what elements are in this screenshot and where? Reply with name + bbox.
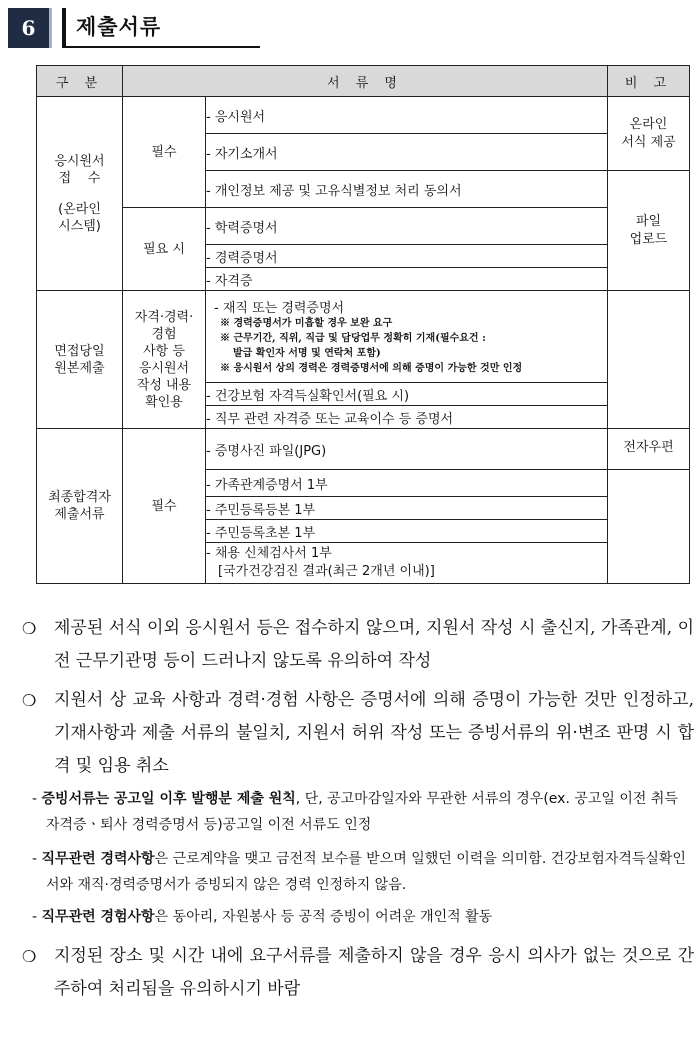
header-docs: 서 류 명 <box>123 66 608 97</box>
list-item: - 건강보험 자격득실확인서(필요 시) <box>206 383 608 406</box>
requirement-verification: 자격·경력· 경험 사항 등 응시원서 작성 내용 확인용 <box>123 291 206 429</box>
note-dash-1: - 증빙서류는 공고일 이후 발행분 제출 원칙, 단, 공고마감일자와 무관한 서류의 경우(ex. 공고일 이전 취득 자격증ㆍ퇴사 경력증명서 등)공고일 이전 서류도 인정 <box>32 791 678 833</box>
note-bullet-3: ❍ 지정된 장소 및 시간 내에 요구서류를 제출하지 않을 경우 응시 의사가 없는 것으로 간주하여 처리됨을 유의하시기 바람 <box>22 940 694 1006</box>
list-item: - 자격증 <box>206 268 608 291</box>
table-header-row <box>37 66 690 97</box>
list-item: - 증명사진 파일(JPG) <box>206 429 608 470</box>
documents-table <box>36 65 690 584</box>
list-item: - 직무 관련 자격증 또는 교육이수 등 증명서 <box>206 406 608 429</box>
section-title: 제출서류 <box>76 15 162 39</box>
header-note: 비 고 <box>608 66 690 97</box>
list-item: - 재직 또는 경력증명서 ※ 경력증명서가 미흡할 경우 보완 요구 ※ 근무기간, 직위, 직급 및 담당업무 정확히 기재(필수요건 : 발급 확인자 서명 및 연락처 포함) ※ 응시원서 상의 경력은 경력증명서에 의해 증명이 가능한 것만 인정 <box>206 291 608 383</box>
note-file-upload: 파일 업로드 <box>608 171 690 291</box>
requirement-if-needed: 필요 시 <box>123 208 206 291</box>
title-bar-decoration <box>62 8 66 48</box>
list-item: - 가족관계증명서 1부 <box>206 470 608 497</box>
note-online-form: 온라인 서식 제공 <box>608 97 690 171</box>
table-row <box>37 429 690 470</box>
list-item: - 응시원서 <box>206 97 608 134</box>
list-item: - 주민등록초본 1부 <box>206 520 608 543</box>
requirement-mandatory-final: 필수 <box>123 429 206 584</box>
title-underline <box>62 46 260 48</box>
note-bullet-2: ❍ 지원서 상 교육 사항과 경력·경험 사항은 증명서에 의해 증명이 가능한 것만 인정하고, 기재사항과 제출 서류의 불일치, 지원서 허위 작성 또는 증빙서류의 위·변조 판명 시 합격 및 임용 취소 <box>22 684 694 783</box>
note-empty <box>608 291 690 429</box>
requirement-mandatory: 필수 <box>123 97 206 208</box>
circle-bullet-icon: ❍ <box>22 947 37 966</box>
note-dash-2: - 직무관련 경력사항은 근로계약을 맺고 금전적 보수를 받으며 일했던 이력을 의미함. 건강보험자격득실확인서와 재직·경력증명서가 증빙되지 않은 경력 인정하지 않음. <box>32 851 686 893</box>
list-item: - 학력증명서 <box>206 208 608 245</box>
table-row <box>37 97 690 134</box>
note-email: 전자우편 <box>608 429 690 470</box>
circle-bullet-icon: ❍ <box>22 619 37 638</box>
section-number-badge: 6 <box>8 8 52 48</box>
footnote: ※ 경력증명서가 미흡할 경우 보완 요구 <box>220 318 393 329</box>
list-item: - 개인정보 제공 및 고유식별정보 처리 동의서 <box>206 171 608 208</box>
list-item: - 주민등록등본 1부 <box>206 497 608 520</box>
category-final-candidates: 최종합격자 제출서류 <box>37 429 123 584</box>
table-row <box>37 291 690 383</box>
footnote: ※ 근무기간, 직위, 직급 및 담당업무 정확히 기재(필수요건 : 발급 확인자 서명 및 연락처 포함) <box>220 333 486 359</box>
note-bullet-1: ❍ 제공된 서식 이외 응시원서 등은 접수하지 않으며, 지원서 작성 시 출신지, 가족관계, 이전 근무기관명 등이 드러나지 않도록 유의하여 작성 <box>22 612 694 678</box>
category-online-application: 응시원서 접 수 (온라인 시스템) <box>37 97 123 291</box>
list-item: - 자기소개서 <box>206 134 608 171</box>
note-dash-3: - 직무관련 경험사항은 동아리, 자원봉사 등 공적 증빙이 어려운 개인적 활동 <box>32 909 493 925</box>
list-item: - 경력증명서 <box>206 245 608 268</box>
note-empty <box>608 470 690 584</box>
header-category: 구 분 <box>37 66 123 97</box>
footnote: ※ 응시원서 상의 경력은 경력증명서에 의해 증명이 가능한 것만 인정 <box>220 363 523 374</box>
list-item: - 채용 신체검사서 1부 [국가건강검진 결과(최근 2개년 이내)] <box>206 543 608 584</box>
category-interview-originals: 면접당일 원본제출 <box>37 291 123 429</box>
table-row <box>37 208 690 245</box>
circle-bullet-icon: ❍ <box>22 691 37 710</box>
